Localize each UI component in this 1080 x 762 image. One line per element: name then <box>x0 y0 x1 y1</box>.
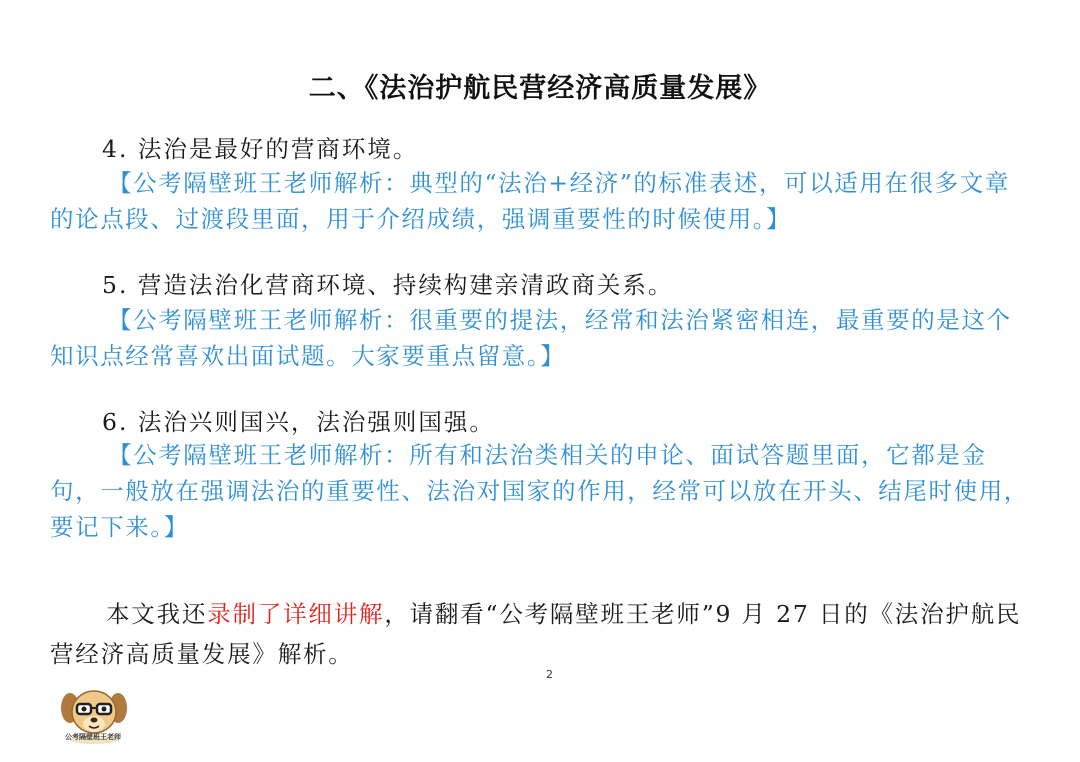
logo-caption: 公考隔壁班王老师 <box>65 733 121 741</box>
note-6: 【公考隔壁班王老师解析：所有和法治类相关的申论、面试答题里面，它都是金句，一般放在强调法治的重要性、法治对国家的作用，经常可以放在开头、结尾时使用，要记下来。】 <box>50 441 1029 541</box>
point-6: 6. 法治兴则国兴，法治强则国强。 <box>102 408 495 436</box>
section-title: 二、《法治护航民营经济高质量发展》 <box>308 73 772 104</box>
closing-after: ，请翻看“公考隔壁班王老师”9 月 27 日的《法治护航民营经济高质量发展》解析。 <box>50 600 1022 668</box>
point-4: 4. 法治是最好的营商环境。 <box>102 135 419 163</box>
point-5: 5. 营造法治化营商环境、持续构建亲清政商关系。 <box>102 271 674 299</box>
note-4: 【公考隔壁班王老师解析：典型的“法治+经济”的标准表述，可以适用在很多文章的论点段、过渡段里面，用于介绍成绩，强调重要性的时候使用。】 <box>50 169 1010 233</box>
note-5: 【公考隔壁班王老师解析：很重要的提法，经常和法治紧密相连，最重要的是这个知识点经常喜欢出面试题。大家要重点留意。】 <box>50 306 1012 370</box>
closing-highlight: 录制了详细讲解 <box>207 600 385 628</box>
page-number: 2 <box>546 668 553 681</box>
closing-before: 本文我还 <box>106 600 208 628</box>
closing-paragraph <box>50 594 1040 674</box>
